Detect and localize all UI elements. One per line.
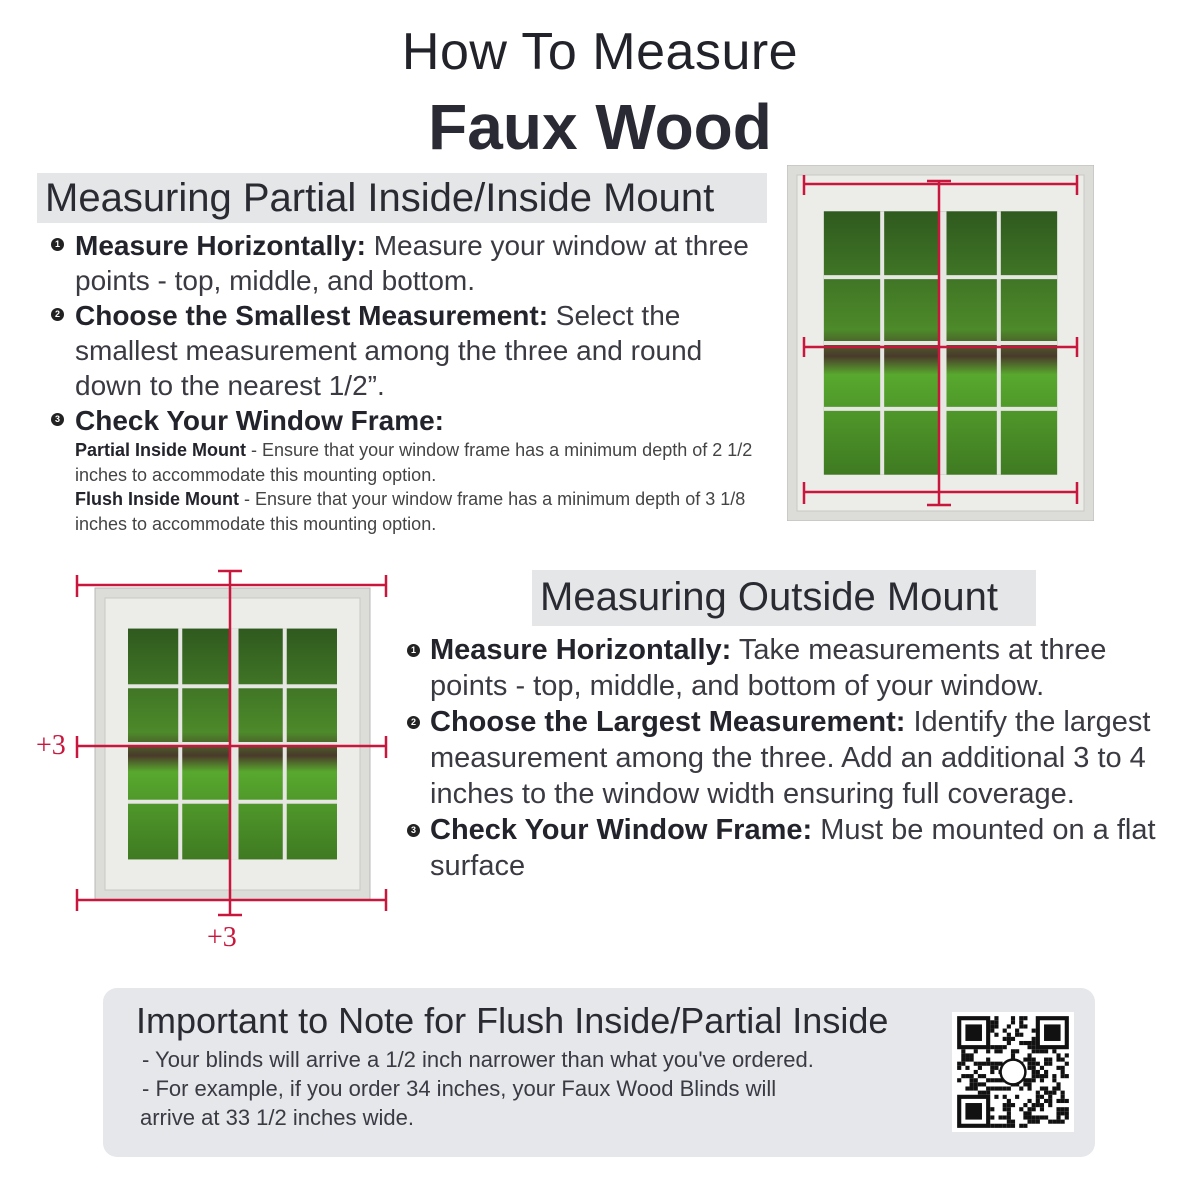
step-text: Must be mounted on a flat surface: [430, 814, 1156, 882]
step-title: Measure Horizontally:: [75, 230, 366, 261]
step-text: Select the smallest measurement among the three and round down to the nearest 1/2”.: [75, 300, 703, 401]
step-title: Choose the Largest Measurement:: [430, 706, 906, 738]
outside-mount-steps: [410, 632, 1170, 884]
step-number: 2: [51, 308, 64, 321]
outside-step-2: [410, 704, 1170, 812]
inside-step-3: [54, 403, 765, 438]
plus-three-left-label: +3: [36, 730, 66, 761]
step-number: 1: [51, 238, 64, 251]
outside-mount-heading: Measuring Outside Mount: [532, 570, 1036, 626]
partial-inside-note: [75, 438, 765, 487]
note-title: Flush Inside Mount: [75, 489, 239, 509]
inside-step-2: [54, 298, 765, 403]
flush-inside-note: [75, 487, 765, 536]
inside-step-1: [54, 228, 765, 298]
step-number: 2: [407, 716, 420, 729]
step-title: Check Your Window Frame:: [430, 814, 813, 846]
step-title: Choose the Smallest Measurement:: [75, 300, 549, 331]
title-how-to-measure: How To Measure: [401, 23, 799, 81]
outside-step-3: [410, 812, 1170, 884]
note-title: Partial Inside Mount: [75, 440, 247, 460]
inside-mount-steps: [54, 228, 765, 536]
step-number: 1: [407, 644, 420, 657]
plus-three-bottom-label: +3: [207, 922, 237, 953]
inside-mount-window-illustration: [787, 165, 1094, 521]
step-text: Take measurements at three points - top, middle, and bottom of your window.: [430, 634, 1107, 702]
note-line-2: - For example, if you order 34 inches, your Faux Wood Blinds will: [142, 1076, 777, 1101]
note-text: - Ensure that your window frame has a minimum depth of 2 1/2 inches to accommodate this mounting option.: [75, 440, 753, 485]
qr-code[interactable]: [952, 1012, 1074, 1132]
step-text: Identify the largest measurement among the three. Add an additional 3 to 4 inches to the window width ensuring full coverage.: [430, 706, 1151, 810]
step-number: 3: [51, 413, 64, 426]
important-note-title: Important to Note for Flush Inside/Partial Inside: [136, 1000, 889, 1041]
title-faux-wood: Faux Wood: [428, 91, 772, 163]
note-line-1: - Your blinds will arrive a 1/2 inch narrower than what you've ordered.: [142, 1047, 814, 1072]
note-line-3: arrive at 33 1/2 inches wide.: [140, 1105, 414, 1130]
step-number: 3: [407, 824, 420, 837]
step-title: Measure Horizontally:: [430, 634, 732, 666]
outside-mount-window-illustration: [70, 565, 395, 920]
step-title: Check Your Window Frame:: [75, 405, 444, 436]
outside-step-1: [410, 632, 1170, 704]
note-text: - Ensure that your window frame has a minimum depth of 3 1/8 inches to accommodate this mounting option.: [75, 489, 746, 534]
step-text: Measure your window at three points - top, middle, and bottom.: [75, 230, 749, 296]
inside-mount-heading: Measuring Partial Inside/Inside Mount: [37, 173, 767, 223]
